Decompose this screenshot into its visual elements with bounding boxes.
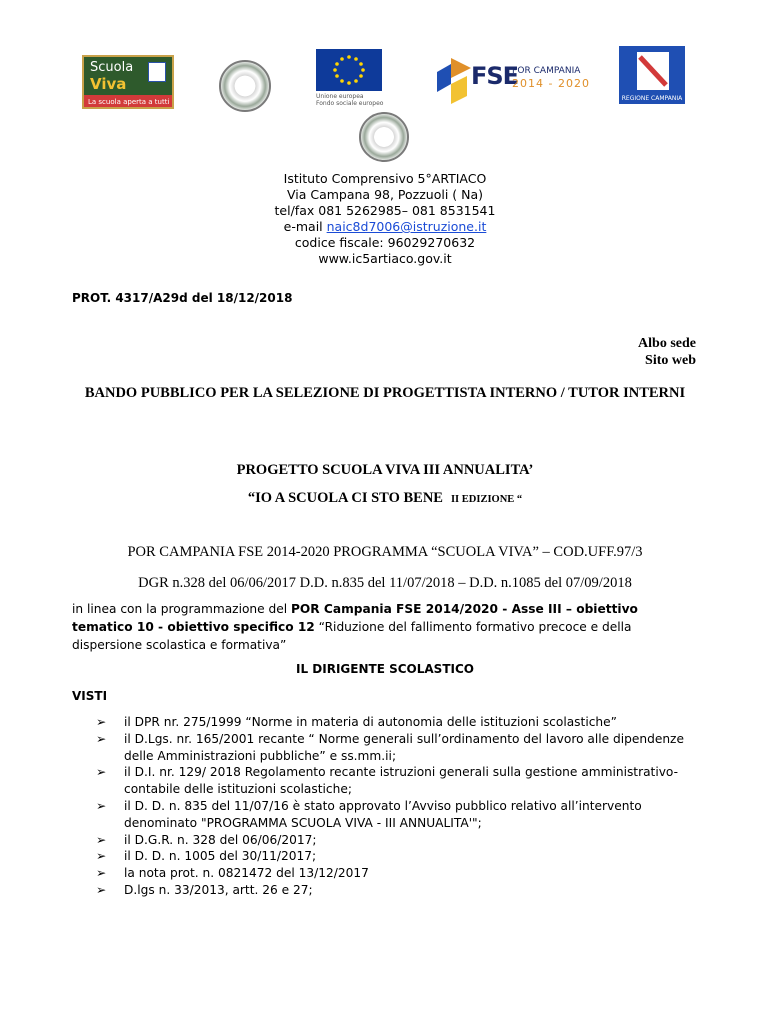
eu-caption: Unione europea Fondo sociale europeo [316, 93, 384, 107]
progetto-title: PROGETTO SCUOLA VIVA III ANNUALITA’ [236, 462, 534, 478]
email-prefix: e-mail [283, 219, 327, 234]
programming-paragraph [72, 600, 702, 654]
scuola-viva-logo-line2: Viva [90, 75, 127, 93]
arrow-bullet-icon: ➢ [96, 882, 107, 897]
fse-years: 2014 - 2020 [512, 77, 590, 90]
email-link[interactable]: naic8d7006@istruzione.it [326, 219, 487, 234]
list-item [96, 832, 706, 849]
list-item [96, 882, 706, 899]
por-line: POR CAMPANIA FSE 2014-2020 PROGRAMMA “SCUOLA VIVA” – COD.UFF.97/3 [127, 544, 643, 560]
school-address: Via Campana 98, Pozzuoli ( Na) [286, 187, 484, 202]
albo-block [638, 335, 696, 369]
scuola-viva-logo-line1: Scuola [90, 60, 134, 75]
scuola-viva-tagline: La scuola aperta a tutti [88, 98, 170, 106]
regione-shield-icon [637, 52, 669, 90]
fse-brand: FSE [471, 62, 519, 90]
albo-sede: Albo sede [638, 336, 696, 351]
fse-por: POR CAMPANIA [512, 66, 581, 76]
school-name: Istituto Comprensivo 5°ARTIACO [283, 171, 487, 186]
list-item-text: il D.Lgs. nr. 165/2001 recante “ Norme generali sull’ordinamento del lavoro alle dipendenze delle Amministrazioni pubbliche” e ss.mm.ii; [124, 731, 684, 763]
dirigente-heading: IL DIRIGENTE SCOLASTICO [296, 662, 474, 676]
list-item [96, 731, 706, 765]
list-item-text: il DPR nr. 275/1999 “Norme in materia di autonomia delle istituzioni scolastiche” [124, 715, 617, 729]
eu-flag-icon [316, 49, 382, 91]
arrow-bullet-icon: ➢ [96, 849, 107, 864]
list-item [96, 798, 706, 832]
bando-title: BANDO PUBBLICO PER LA SELEZIONE DI PROGETTISTA INTERNO / TUTOR INTERNI [84, 385, 686, 401]
linea-bold: POR Campania FSE 2014/2020 - Asse III – obiettivo tematico 10 - obiettivo specifico 12 [72, 602, 638, 634]
list-item-text: il D. D. n. 1005 del 30/11/2017; [124, 849, 317, 864]
school-website: www.ic5artiaco.gov.it [318, 251, 452, 266]
linea-rest: “Riduzione del fallimento formativo precoce e della dispersione scolastica e formativa” [72, 620, 632, 652]
school-phone: tel/fax 081 5262985– 081 8531541 [274, 203, 496, 218]
regione-caption: REGIONE CAMPANIA [619, 94, 685, 103]
list-item [96, 714, 706, 731]
arrow-bullet-icon: ➢ [96, 832, 107, 847]
list-item-text: la nota prot. n. 0821472 del 13/12/2017 [124, 866, 369, 881]
visti-list [96, 714, 706, 899]
sito-web: Sito web [645, 353, 696, 368]
io-a-scuola-title [80, 490, 690, 507]
list-item [96, 865, 706, 882]
campania-shield-icon [148, 62, 166, 82]
republic-emblem-icon [359, 112, 409, 162]
fse-mark-icon [437, 58, 471, 106]
scuola-viva-logo [82, 55, 174, 109]
list-item [96, 848, 706, 865]
list-item [96, 764, 706, 798]
linea-intro: in linea con la programmazione del [72, 602, 291, 616]
school-email-line [230, 219, 540, 235]
list-item-text: il D.G.R. n. 328 del 06/06/2017; [124, 832, 317, 847]
list-item-text: il D. D. n. 835 del 11/07/16 è stato approvato l’Avviso pubblico relativo all’intervento denominato "PROGRAMMA SCUOLA VIVA - III ANNUALITA'"; [124, 798, 642, 830]
arrow-bullet-icon: ➢ [96, 798, 107, 813]
arrow-bullet-icon: ➢ [96, 765, 107, 780]
io-title-main: “IO A SCUOLA CI STO BENE [247, 490, 443, 506]
list-item-text: il D.I. nr. 129/ 2018 Regolamento recante istruzioni generali sulla gestione amministrativo-contabile delle istituzioni scolastiche; [124, 765, 679, 797]
arrow-bullet-icon: ➢ [96, 715, 107, 729]
io-edizione: II EDIZIONE “ [450, 494, 523, 505]
italian-republic-emblem-icon [219, 60, 271, 112]
arrow-bullet-icon: ➢ [96, 731, 107, 746]
codice-fiscale: codice fiscale: 96029270632 [294, 235, 476, 250]
visti-label: VISTI [72, 689, 108, 703]
dgr-line: DGR n.328 del 06/06/2017 D.D. n.835 del 11/07/2018 – D.D. n.1085 del 07/09/2018 [138, 575, 632, 591]
arrow-bullet-icon: ➢ [96, 866, 107, 881]
list-item-text: D.lgs n. 33/2013, artt. 26 e 27; [124, 882, 313, 897]
protocol-number: PROT. 4317/A29d del 18/12/2018 [72, 291, 293, 305]
